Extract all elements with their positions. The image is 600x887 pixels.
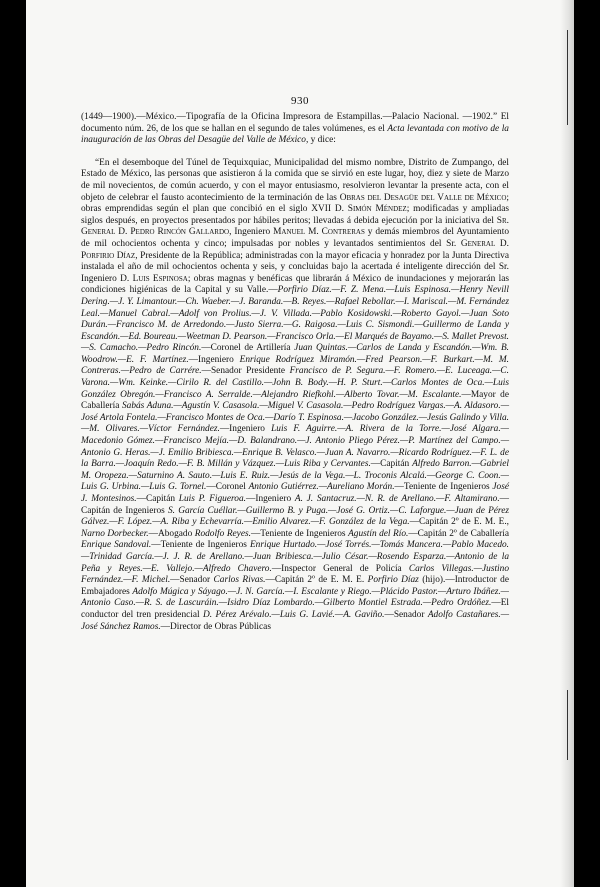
text-run: y dice:	[308, 135, 336, 146]
text-run: (1449—1900).—México.—Tipografía de la Oficina Impresora de Estampillas.—Palacio Nacional. —1902.” El documento núm. 26, de los que se hallan en el segundo de tales volúmenes, es el	[81, 112, 509, 134]
text-run: —Coronel de Artillería	[201, 343, 295, 354]
text-run: —Senador	[384, 609, 428, 620]
small-caps-run: Sr. General	[81, 215, 509, 238]
italic-run: Sabás Aduna.—Agustín V. Casasola.—Miguel V. Casasola.—Pedro Rodríguez Vargas.—A. Aldasoro.—José Artola Fontela.—Francisco Montes de Oca.—Darío T. Espinosa.—Jacobo González.—Jesús Galindo y Villa.—M. Olivares.—Víctor Fernández.	[81, 401, 510, 435]
italic-run: Adolfo Castañares.—José Sánchez Ramos.	[81, 609, 509, 632]
italic-run: Luis F. Aguirre.—A. Rivera de la Torre.—José Algara.—Macedonio Gómez.—Francisco Mejía.—D. Balandrano.—J. Antonio Pliego Pérez.—P. Martínez del Campo.—Antonio G. Heras.—J. Emilio Bribiesca.—Enrique B. Velasco.—Juan A. Navarro.—Ricardo Rodríguez.—F. L. de la Barra.—Joaquín Redo.—F. B. Millán y Vázquez.—Luis Riba y Cervantes.	[81, 424, 509, 470]
text-run: —Teniente de Ingenieros	[394, 482, 493, 493]
italic-run: Juan Quintas.—Carlos de Landa y Escandón.—Wm. B. Woodrow.—E. F. Martínez.	[81, 343, 509, 365]
small-caps-run: Pedro Rincón Gallardo	[130, 227, 230, 238]
text-run: —Senador	[170, 575, 214, 586]
text-run: —Capitán 2º de Caballería	[408, 528, 509, 539]
text-run: —Ingeniero	[245, 494, 295, 504]
text-run: —Capitán	[136, 494, 179, 504]
text-run: —Teniente de Ingenieros	[250, 528, 349, 539]
small-caps-run: Manuel M. Contreras	[273, 227, 365, 238]
text-run: —Ingeniero	[188, 354, 240, 365]
intro-paragraph	[81, 112, 509, 147]
body-text	[81, 112, 509, 633]
text-run: , Ingeniero	[229, 227, 274, 238]
text-run: —Capitán 2º de E. M. E.,	[409, 517, 509, 528]
acta-paragraph	[81, 158, 509, 633]
italic-run: Enrique Rodríguez Miramón.—Fred Pearson.—F. Burkart.—M. M. Contreras.—Pedro de Carrére.	[81, 354, 510, 377]
book-page	[26, 0, 574, 887]
text-run: —Director de Obras Públicas	[160, 621, 271, 632]
text-run: “En el desemboque del Túnel de Tequixquiac, Municipalidad del mismo nombre, Distrito de Zumpango, del Estado de México, las personas que asistieron á la comida que se sirvió en este lugar, hoy, diez y siete de Marzo de mil novecientos, de común acuerdo, y con el mayor entusiasmo, resolvieron levantar la presente acta, con el objeto de celebrar el fausto acontecimiento de la terminación de las	[81, 157, 509, 203]
italic-run: D. Pérez Arévalo.—Luis G. Lavié.—A. Gaviño.	[203, 609, 385, 620]
text-run: —Abogado	[148, 528, 195, 539]
edge-scan-mark	[567, 30, 568, 125]
italic-run: José J. Montesinos.	[81, 482, 510, 504]
italic-run: Adolfo Múgica y Sáyago.—J. N. García.—I. Escalante y Riego.—Plácido Pastor.—Arturo Ibáñez.—Antonio Caso.—R. S. de Lascuráin.—Isidro Díaz Lombardo.—Gilberto Montiel Estrada.—Pedro Ordóñez.	[81, 586, 509, 609]
text-run: —Inspector General de Policía	[271, 563, 409, 574]
italic-run: Rodolfo Reyes.	[194, 528, 251, 539]
italic-run: Antonio Gutiérrez.—Aureliano Morán.	[248, 482, 395, 493]
text-run: D.	[115, 227, 131, 238]
italic-run: Francisco de P. Segura.—F. Romero.—E. Luceaga.—C. Varona.—Wm. Keinke.—Cirilo R. del Castillo.—John B. Body.—H. P. Sturt.—Carlos Montes de Oca.—Luis González Obregón.—Francisco A. Serralde.—Alejandro Riefkohl.—Alberto Tovar.—M. Escalante.	[81, 366, 509, 400]
italic-run: Carlos Villegas.—Justino Fernández.—F. Michel.	[81, 563, 509, 586]
italic-run: Porfirio Díaz.—F. Z. Mena.—Luis Espinosa.—Henry Nevill Dering.—J. Y. Limantour.—Ch. Waeber.—J. Baranda.—B. Reyes.—Rafael Rebollar.—I. Mariscal.—M. Fernández Leal.—Manuel Cabral.—Adolf von Prolius.—J. V. Villada.—Pablo Kosidowski.—Roberto Gayol.—Juan Soto Durán.—Francisco M. de Arredondo.—Justo Sierra.—G. Raigosa.—Luis C. Sismondi.—Guillermo de Landa y Escandón.—Ed. Boureau.—Weetman D. Pearson.—Francisco Orla.—El Marqués de Bayamo.—S. Mallet Prevost.—S. Camacho.—Pedro Rincón.	[81, 285, 509, 354]
small-caps-run: General	[460, 238, 496, 249]
italic-run: Carlos Rivas.	[213, 575, 266, 586]
text-run: (hijo).—Introductor de Embajadores	[81, 575, 509, 597]
page-number: 930	[291, 95, 309, 107]
text-run: ; modificadas y ampliadas siglos después, en proyectos presentados por hábiles peritos; llevadas á debida ejecución por la iniciativa del	[81, 204, 509, 226]
italic-run: Enrique Hurtado.—José Torrés.—Tomás Mancera.—Pablo Macedo.—Trinidad García.—J. J. R. de Arellano.—Juan Bribiesca.—Julio César.—Rosendo Esparza.—Antonio de la Peña y Reyes.—E. Vallejo.—Alfredo Chavero.	[81, 540, 509, 574]
italic-run: Enrique Sandoval.	[81, 540, 152, 551]
text-run: , Presidente de la República; administradas con la mayor eficacia y honradez por la Junta Directiva instalada el año de mil ochocientos ochenta y seis, y concluidas bajo la acertada é inteligente dirección del Sr. Ingeniero D.	[81, 250, 509, 284]
italic-run: Narno Dorbecker.	[81, 528, 149, 539]
small-caps-run: Simón Méndez	[347, 204, 407, 215]
text-run: ; obras emprendidas según el plan que concibió en el siglo XVII D.	[81, 192, 509, 215]
italic-run: Agustín del Río.	[348, 528, 409, 539]
text-run: —El conductor del tren presidencial	[81, 598, 509, 620]
small-caps-run: Porfirio Díaz	[81, 250, 136, 261]
text-run: —Capitán	[370, 459, 413, 470]
text-run: —Teniente de Ingenieros	[151, 540, 250, 551]
italic-run: Acta levantada con motivo de la inauguración de las Obras del Desagüe del Valle de México,	[81, 123, 509, 146]
edge-scan-mark	[567, 690, 568, 760]
text-run: ; obras magnas y benéficas que librarán á México de inundaciones y mejorarán las condiciones higiénicas de la Capital y su Valle.—	[81, 273, 509, 296]
italic-run: S. García Cuéllar.—Guillermo B. y Puga.—José G. Ortiz.—C. Laforgue.—Juan de Pérez Gálvez.—F. López.—A. Riba y Echevarría.—Emilio Alvarez.—F. González de la Vega.	[81, 505, 510, 528]
text-run: D.	[495, 238, 510, 249]
text-run: y demás miembros del Ayuntamiento de mil ochocientos ochenta y cinco; impulsadas por nobles y levantados sentimientos del Sr.	[81, 227, 509, 249]
small-caps-run: Obras del Desagüe del Valle de México	[339, 192, 507, 203]
text-run: —Capitán 2º de E. M. E.	[265, 575, 368, 586]
italic-run: Luis P. Figueroa.	[178, 494, 246, 504]
italic-run: Alfredo Barron.—Gabriel M. Oropeza.—Saturnino A. Sauto.—Luis E. Ruiz.—Jesús de la Vega.—L. Troconis Alcalá.—George C. Coon.—Luis G. Urbina.—Luis G. Tornel.	[81, 459, 509, 493]
italic-run: A. J. Santacruz.—N. R. de Arellano.—F. Altamirano.	[294, 494, 500, 504]
text-run: —Coronel	[206, 482, 249, 493]
text-run: —Mayor de Caballería	[81, 389, 509, 412]
text-run: —Ingeniero	[219, 424, 272, 435]
text-run: —Senador Presidente	[201, 366, 290, 377]
text-run: —Capitán de Ingenieros	[81, 494, 510, 516]
italic-run: Porfirio Díaz	[367, 575, 419, 586]
small-caps-run: Luis Espinosa	[132, 273, 188, 284]
